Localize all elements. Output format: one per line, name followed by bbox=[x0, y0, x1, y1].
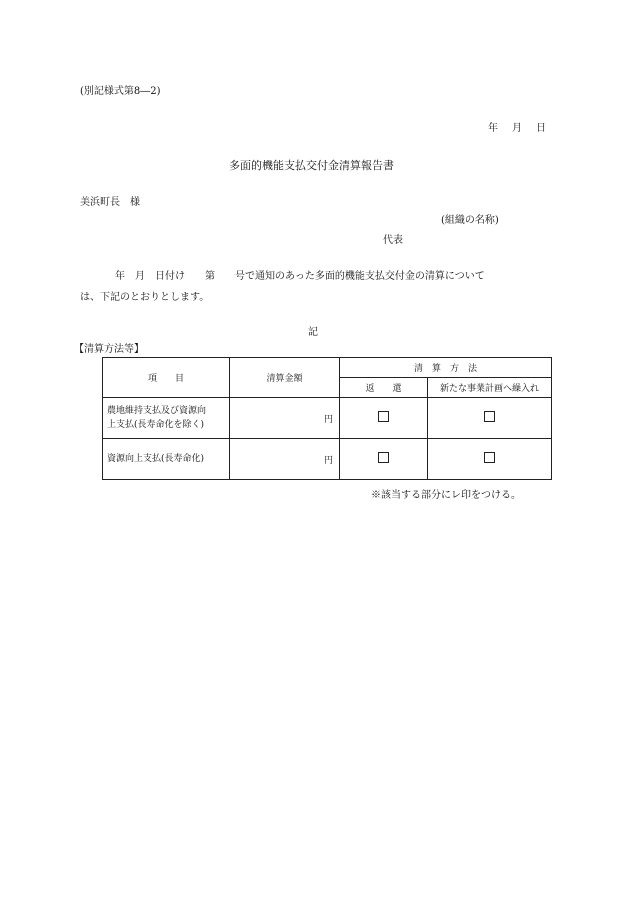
new-plan-checkbox[interactable] bbox=[484, 411, 495, 422]
row-item-line2: 上支払(長寿命化を除く) bbox=[107, 420, 205, 430]
header-new-plan: 新たな事業計画へ繰入れ bbox=[428, 378, 552, 398]
row-item: 資源向上支払(長寿命化) bbox=[103, 439, 230, 480]
document-title: 多面的機能支払交付金清算報告書 bbox=[229, 159, 394, 172]
settlement-table bbox=[102, 357, 552, 480]
addressee: 美浜町長 様 bbox=[80, 197, 140, 208]
header-method: 清 算 方 法 bbox=[340, 358, 552, 378]
body-text-line2: は、下記のとおりとします。 bbox=[80, 292, 210, 303]
return-checkbox[interactable] bbox=[378, 452, 389, 463]
table-row bbox=[103, 398, 552, 439]
ki-heading: 記 bbox=[308, 327, 318, 338]
section-label: 【清算方法等】 bbox=[74, 344, 144, 355]
header-item: 項 目 bbox=[103, 358, 230, 398]
form-number: (別記様式第8―2) bbox=[80, 86, 161, 97]
row-item-line1: 農地維持支払及び資源向 bbox=[107, 406, 207, 416]
header-return: 返 還 bbox=[340, 378, 428, 398]
table-row bbox=[103, 439, 552, 480]
organization-name-label: (組織の名称) bbox=[441, 215, 499, 226]
row-item bbox=[103, 398, 230, 439]
date-line: 年 月 日 bbox=[488, 123, 548, 134]
new-plan-checkbox[interactable] bbox=[484, 452, 495, 463]
row-amount-unit: 円 bbox=[230, 398, 340, 439]
row-amount-unit: 円 bbox=[230, 439, 340, 480]
body-text-line1: 年 月 日付け 第 号で通知のあった多面的機能支払交付金の清算について bbox=[115, 271, 485, 282]
footnote: ※該当する部分にレ印をつける。 bbox=[371, 490, 521, 501]
header-amount: 清算金額 bbox=[230, 358, 340, 398]
return-checkbox[interactable] bbox=[378, 411, 389, 422]
representative-label: 代表 bbox=[383, 235, 403, 246]
